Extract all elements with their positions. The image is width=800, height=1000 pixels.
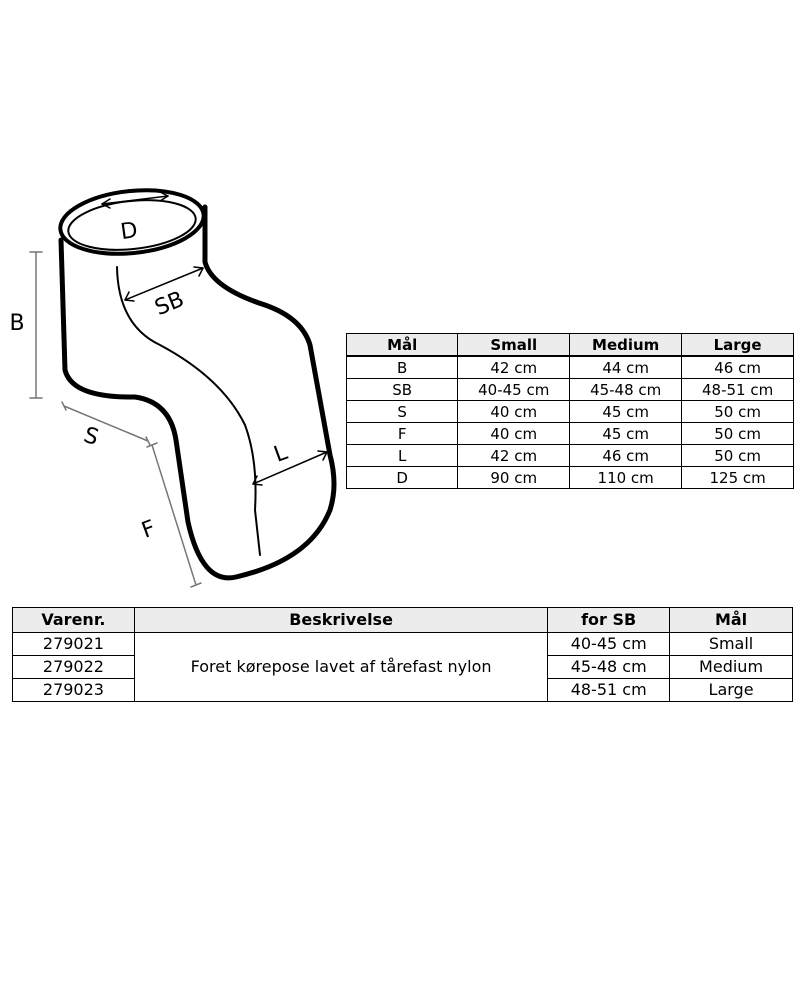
large-value: 50 cm xyxy=(682,445,794,467)
size-table-header xyxy=(347,334,794,357)
sb-range: 48-51 cm xyxy=(548,679,670,702)
foot-muff-diagram xyxy=(0,170,345,600)
small-value: 42 cm xyxy=(458,445,570,467)
table-row xyxy=(347,401,794,423)
size-table xyxy=(346,333,794,489)
measure-name: SB xyxy=(347,379,458,401)
small-value: 40 cm xyxy=(458,423,570,445)
size-name: Medium xyxy=(670,656,793,679)
medium-value: 110 cm xyxy=(570,467,682,489)
medium-value: 44 cm xyxy=(570,356,682,379)
header-large: Large xyxy=(682,334,794,357)
measure-name: S xyxy=(347,401,458,423)
sb-range: 40-45 cm xyxy=(548,633,670,656)
medium-value: 46 cm xyxy=(570,445,682,467)
medium-value: 45-48 cm xyxy=(570,379,682,401)
product-table xyxy=(12,607,793,702)
product-description: Foret kørepose lavet af tårefast nylon xyxy=(134,633,547,702)
table-row xyxy=(347,379,794,401)
header-varenr: Varenr. xyxy=(13,608,135,633)
measure-name: D xyxy=(347,467,458,489)
label-f: F xyxy=(138,515,159,544)
table-row xyxy=(13,633,793,656)
muff-outline xyxy=(61,207,334,578)
size-name: Large xyxy=(670,679,793,702)
table-row xyxy=(347,423,794,445)
measure-name: F xyxy=(347,423,458,445)
small-value: 40 cm xyxy=(458,401,570,423)
large-value: 50 cm xyxy=(682,401,794,423)
small-value: 90 cm xyxy=(458,467,570,489)
small-value: 42 cm xyxy=(458,356,570,379)
label-s: S xyxy=(80,422,102,451)
table-row xyxy=(347,467,794,489)
sb-range: 45-48 cm xyxy=(548,656,670,679)
size-name: Small xyxy=(670,633,793,656)
table-row xyxy=(347,445,794,467)
label-d: D xyxy=(118,218,140,246)
header-maal: Mål xyxy=(670,608,793,633)
measure-name: B xyxy=(347,356,458,379)
item-number: 279022 xyxy=(13,656,135,679)
header-for-sb: for SB xyxy=(548,608,670,633)
label-b: B xyxy=(9,311,25,336)
medium-value: 45 cm xyxy=(570,401,682,423)
large-value: 46 cm xyxy=(682,356,794,379)
header-maal: Mål xyxy=(347,334,458,357)
small-value: 40-45 cm xyxy=(458,379,570,401)
item-number: 279021 xyxy=(13,633,135,656)
header-medium: Medium xyxy=(570,334,682,357)
measure-name: L xyxy=(347,445,458,467)
large-value: 48-51 cm xyxy=(682,379,794,401)
header-beskrivelse: Beskrivelse xyxy=(134,608,547,633)
label-sb: SB xyxy=(151,286,188,322)
label-l: L xyxy=(270,440,291,468)
large-value: 125 cm xyxy=(682,467,794,489)
large-value: 50 cm xyxy=(682,423,794,445)
item-number: 279023 xyxy=(13,679,135,702)
product-table-header xyxy=(13,608,793,633)
table-row xyxy=(347,356,794,379)
medium-value: 45 cm xyxy=(570,423,682,445)
header-small: Small xyxy=(458,334,570,357)
